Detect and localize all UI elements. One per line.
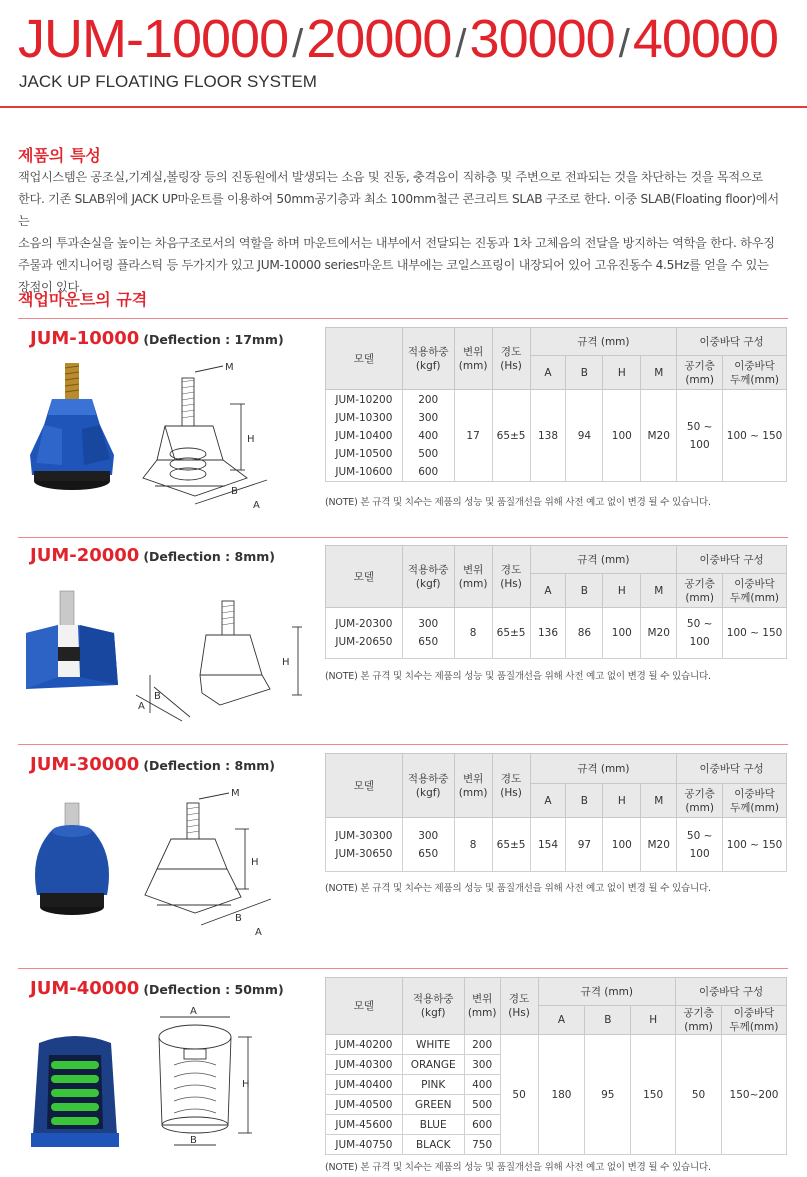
header-double: 이중바닥 구성: [677, 328, 787, 356]
header-hard-unit: (Hs): [500, 359, 522, 372]
cell-hard: 65±5: [492, 608, 530, 659]
product-photo-jum-40000: [25, 1025, 125, 1155]
note-text: (NOTE) 본 규격 및 치수는 제품의 성능 및 품질개선을 위해 사전 예고 없이 변경 될 수 있습니다.: [325, 1162, 711, 1173]
cell-thick: 100 ~ 150: [723, 818, 787, 872]
specs-heading: 잭업마운트의 규격: [18, 290, 148, 309]
features-line: 한다. 기존 SLAB위에 JACK UP마운트를 이용하여 50mm공기층과 최소 100mm철근 콘크리트 SLAB 구조로 한다. 이중 SLAB(Floating floor)에서는: [18, 192, 779, 228]
cell-hard: 65±5: [492, 818, 530, 872]
page-subtitle: JACK UP FLOATING FLOOR SYSTEM: [19, 72, 317, 91]
header-hard-unit: (Hs): [500, 577, 522, 590]
features-line: 주물과 엔지니어링 플라스틱 등 두가지가 있고 JUM-10000 series마운트 내부에는 코일스프링이 내장되어 있어 고유진동수 4.5Hz를 얻을 수 있는: [18, 258, 769, 272]
header-h: H: [631, 1006, 676, 1035]
features-line: 잭업시스템은 공조실,기계실,볼링장 등의 진동원에서 발생되는 소음 및 진동, 충격음이 직하층 및 주변으로 전파되는 것을 차단하는 것을 목적으로: [18, 170, 763, 184]
cell-hard: 50: [500, 1035, 538, 1155]
cell-thick: 150~200: [722, 1035, 787, 1155]
header-air: 공기층: [684, 359, 715, 372]
cell-load: 400: [464, 1075, 500, 1095]
cell-air: 50: [676, 1035, 722, 1155]
cell-load: 200: [464, 1035, 500, 1055]
product-photo-jum-10000: [22, 355, 122, 495]
cell-model: JUM-10500: [335, 447, 393, 460]
cell-load: 500: [418, 447, 439, 460]
cell-model: JUM-10300: [335, 411, 393, 424]
header-a: A: [530, 784, 566, 818]
cell-load: 600: [464, 1115, 500, 1135]
title-model-3: 30000: [469, 9, 615, 69]
header-double: 이중바닥 구성: [676, 978, 787, 1006]
cell-load: 650: [418, 847, 439, 860]
header-model: 모델: [326, 328, 403, 390]
header-h: H: [603, 784, 641, 818]
cell-model: JUM-40200: [326, 1035, 403, 1055]
cell-color: BLACK: [402, 1135, 464, 1155]
cell-model: JUM-10600: [335, 465, 393, 478]
header-thick-unit: 두께(mm): [730, 373, 780, 386]
features-heading: 제품의 특성: [18, 146, 101, 165]
cell-model: JUM-40400: [326, 1075, 403, 1095]
title-slash: /: [618, 22, 629, 66]
header-a: A: [538, 1006, 585, 1035]
cell-a: 136: [530, 608, 566, 659]
product-title: [30, 328, 284, 349]
header-m: M: [641, 574, 677, 608]
cell-a: 138: [530, 390, 566, 482]
header-h: H: [603, 574, 641, 608]
label-b: B: [190, 1135, 197, 1146]
header-hard-unit: (Hs): [500, 786, 522, 799]
header-model: 모델: [326, 754, 403, 818]
header-h: H: [603, 356, 641, 390]
product-deflection: (Deflection : 50mm): [143, 982, 284, 997]
page-title: [18, 8, 778, 75]
header-m: M: [641, 356, 677, 390]
dimension-drawing-jum-40000: [140, 1005, 310, 1155]
header-b: B: [566, 784, 603, 818]
note-text: (NOTE) 본 규격 및 치수는 제품의 성능 및 품질개선을 위해 사전 예고 없이 변경 될 수 있습니다.: [325, 497, 711, 508]
section-divider: [18, 318, 788, 319]
features-line: 소음의 투과손실을 높이는 차음구조로서의 역할을 하며 마운트에서는 내부에서 전달되는 진동과 1차 고체음의 전달을 방지하는 역학을 한다. 하우징: [18, 236, 775, 250]
header-air-unit: (mm): [684, 1021, 713, 1033]
cell-model: JUM-45600: [326, 1115, 403, 1135]
label-a: A: [255, 927, 262, 935]
cell-hard: 65±5: [492, 390, 530, 482]
header-b: B: [566, 356, 603, 390]
header-a: A: [530, 356, 566, 390]
header-model: 모델: [326, 546, 403, 608]
header-load: 적용하중: [407, 345, 449, 358]
product-photo-jum-20000: [18, 585, 123, 705]
header-load-unit: (kgf): [415, 577, 441, 590]
header-dims: 규격 (mm): [538, 978, 676, 1006]
header-disp: 변위: [462, 345, 484, 358]
cell-model: JUM-40500: [326, 1095, 403, 1115]
cell-air: 50 ~ 100: [677, 390, 723, 482]
label-a: A: [190, 1006, 197, 1017]
header-double: 이중바닥 구성: [677, 546, 787, 574]
header-thick: 이중바닥: [734, 787, 775, 800]
title-model-2: 20000: [306, 9, 452, 69]
spec-table-jum-30000: [325, 753, 787, 872]
header-m: M: [641, 784, 677, 818]
cell-air: 50 ~ 100: [677, 608, 723, 659]
header-dims: 규격 (mm): [530, 328, 677, 356]
cell-model: JUM-20300: [335, 618, 393, 630]
header-load: 적용하중: [412, 993, 454, 1005]
header-disp: 변위: [462, 563, 484, 576]
cell-air: 50 ~ 100: [677, 818, 723, 872]
header-hard: 경도: [508, 993, 530, 1005]
section-divider: [18, 744, 788, 745]
cell-b: 86: [566, 608, 603, 659]
cell-model: JUM-30650: [335, 847, 393, 860]
header-air-unit: (mm): [685, 801, 714, 814]
header-disp-unit: (mm): [458, 786, 488, 799]
header-air: 공기층: [684, 787, 715, 800]
header-thick-unit: 두께(mm): [730, 801, 780, 814]
features-paragraph: [18, 166, 788, 298]
label-b: B: [231, 486, 238, 497]
cell-b: 97: [566, 818, 603, 872]
header-hard: 경도: [500, 772, 522, 785]
cell-h: 100: [603, 390, 641, 482]
header-hard: 경도: [500, 563, 522, 576]
header-b: B: [585, 1006, 631, 1035]
product-title: [30, 978, 284, 999]
title-slash: /: [292, 22, 303, 66]
cell-load: 300: [418, 618, 439, 630]
cell-disp: 8: [454, 818, 492, 872]
header-load-unit: (kgf): [415, 786, 441, 799]
cell-model: JUM-30300: [335, 829, 393, 842]
cell-model: JUM-40750: [326, 1135, 403, 1155]
cell-model: JUM-10400: [335, 429, 393, 442]
section-divider: [18, 537, 788, 538]
dimension-drawing-jum-10000: [135, 360, 305, 515]
header-thick-unit: 두께(mm): [729, 1021, 779, 1033]
header-divider: [0, 106, 807, 108]
title-model-4: 40000: [632, 9, 779, 69]
note-text: (NOTE) 본 규격 및 치수는 제품의 성능 및 품질개선을 위해 사전 예고 없이 변경 될 수 있습니다.: [325, 883, 711, 894]
cell-thick: 100 ~ 150: [723, 390, 787, 482]
cell-h: 100: [603, 818, 641, 872]
label-h: H: [247, 434, 255, 445]
label-m: M: [225, 362, 234, 373]
cell-b: 94: [566, 390, 603, 482]
header-dims: 규격 (mm): [530, 546, 677, 574]
product-name: JUM-30000: [30, 754, 140, 775]
cell-disp: 17: [454, 390, 492, 482]
cell-load: 300: [464, 1055, 500, 1075]
cell-h: 150: [631, 1035, 676, 1155]
cell-color: BLUE: [402, 1115, 464, 1135]
label-a: A: [138, 701, 145, 712]
cell-m: M20: [641, 608, 677, 659]
cell-a: 154: [530, 818, 566, 872]
header-thick: 이중바닥: [734, 359, 775, 372]
dimension-drawing-jum-30000: [135, 785, 305, 935]
cell-load: 300: [418, 829, 439, 842]
product-name: JUM-10000: [30, 328, 140, 349]
header-hard: 경도: [500, 345, 522, 358]
spec-table-jum-10000: [325, 327, 787, 482]
label-b: B: [235, 913, 242, 924]
cell-m: M20: [641, 818, 677, 872]
cell-h: 100: [603, 608, 641, 659]
label-a: A: [253, 500, 260, 511]
product-title: [30, 754, 275, 775]
label-m: M: [231, 788, 240, 799]
cell-thick: 100 ~ 150: [723, 608, 787, 659]
header-air: 공기층: [684, 577, 715, 590]
header-load-unit: (kgf): [415, 359, 441, 372]
header-a: A: [530, 574, 566, 608]
spec-table-jum-20000: [325, 545, 787, 659]
header-thick: 이중바닥: [733, 1007, 775, 1019]
cell-color: GREEN: [402, 1095, 464, 1115]
header-air-unit: (mm): [685, 373, 714, 386]
title-slash: /: [455, 22, 466, 66]
cell-load: 750: [464, 1135, 500, 1155]
header-double: 이중바닥 구성: [677, 754, 787, 784]
header-disp-unit: (mm): [458, 577, 488, 590]
product-deflection: (Deflection : 8mm): [143, 758, 275, 773]
header-b: B: [566, 574, 603, 608]
header-air-unit: (mm): [685, 591, 714, 604]
header-load: 적용하중: [407, 772, 449, 785]
header-air: 공기층: [683, 1007, 714, 1019]
header-disp-unit: (mm): [467, 1007, 497, 1019]
header-disp-unit: (mm): [458, 359, 488, 372]
header-disp: 변위: [462, 772, 484, 785]
header-disp: 변위: [472, 993, 493, 1005]
label-h: H: [282, 657, 290, 668]
product-photo-jum-30000: [25, 795, 120, 920]
header-load: 적용하중: [407, 563, 449, 576]
cell-load: 650: [418, 636, 439, 648]
product-name: JUM-40000: [30, 978, 140, 999]
note-text: (NOTE) 본 규격 및 치수는 제품의 성능 및 품질개선을 위해 사전 예고 없이 변경 될 수 있습니다.: [325, 671, 711, 682]
product-deflection: (Deflection : 17mm): [143, 332, 284, 347]
label-h: H: [242, 1079, 250, 1090]
label-b: B: [154, 691, 161, 702]
cell-m: M20: [641, 390, 677, 482]
cell-model: JUM-10200: [335, 393, 393, 406]
product-name: JUM-20000: [30, 545, 140, 566]
product-title: [30, 545, 275, 566]
cell-model: JUM-40300: [326, 1055, 403, 1075]
cell-load: 600: [418, 465, 439, 478]
cell-disp: 8: [454, 608, 492, 659]
spec-table-jum-40000: [325, 977, 787, 1155]
label-h: H: [251, 857, 259, 868]
header-model: 모델: [326, 978, 403, 1035]
cell-color: ORANGE: [402, 1055, 464, 1075]
features-line: 장점이 있다.: [18, 280, 83, 294]
title-model-1: JUM-10000: [18, 9, 289, 69]
cell-load: 200: [418, 393, 439, 406]
cell-color: PINK: [402, 1075, 464, 1095]
cell-model: JUM-20650: [335, 636, 393, 648]
header-dims: 규격 (mm): [530, 754, 677, 784]
cell-load: 400: [418, 429, 439, 442]
dimension-drawing-jum-20000: [130, 595, 315, 725]
header-thick: 이중바닥: [734, 577, 775, 590]
header-thick-unit: 두께(mm): [730, 591, 780, 604]
cell-load: 300: [418, 411, 439, 424]
section-divider: [18, 968, 788, 969]
cell-load: 500: [464, 1095, 500, 1115]
header-load-unit: (kgf): [420, 1007, 446, 1019]
cell-a: 180: [538, 1035, 585, 1155]
cell-color: WHITE: [402, 1035, 464, 1055]
product-deflection: (Deflection : 8mm): [143, 549, 275, 564]
header-hard-unit: (Hs): [508, 1007, 530, 1019]
cell-b: 95: [585, 1035, 631, 1155]
